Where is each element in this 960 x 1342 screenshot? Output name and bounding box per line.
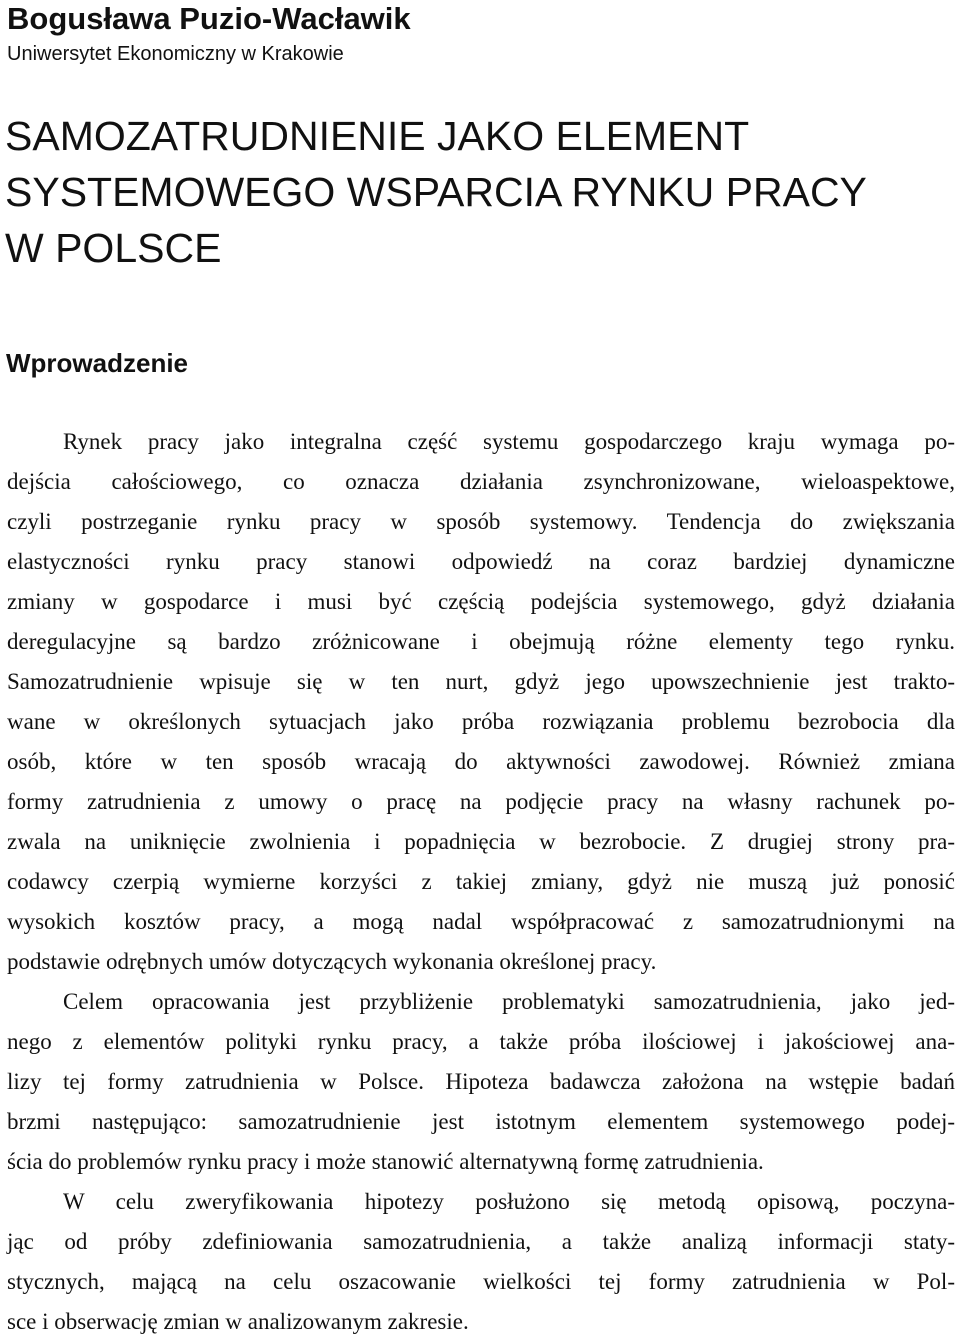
text-line: Samozatrudnienie wpisuje się w ten nurt, gdyż jego upowszechnienie jest trakto-	[7, 669, 955, 694]
text-line: codawcy czerpią wymierne korzyści z takiej zmiany, gdyż nie muszą już ponosić	[7, 869, 955, 894]
text-line: zwala na uniknięcie zwolnienia i popadnięcia w bezrobocie. Z drugiej strony pra-	[7, 829, 955, 854]
text-line: zmiany w gospodarce i musi być częścią podejścia systemowego, gdyż działania	[7, 589, 955, 614]
text-line: elastyczności rynku pracy stanowi odpowiedź na coraz bardziej dynamiczne	[7, 549, 955, 574]
text-line: lizy tej formy zatrudnienia w Polsce. Hipoteza badawcza założona na wstępie badań	[7, 1069, 955, 1094]
text-line: Celem opracowania jest przybliżenie problematyki samozatrudnienia, jako jed-	[63, 989, 955, 1014]
text-line: nego z elementów polityki rynku pracy, a także próba ilościowej i jakościowej ana-	[7, 1029, 955, 1054]
text-line: dejścia całościowego, co oznacza działania zsynchronizowane, wieloaspektowe,	[7, 469, 955, 494]
text-line: Rynek pracy jako integralna część systemu gospodarczego kraju wymaga po-	[63, 429, 955, 454]
article-title	[5, 108, 867, 276]
text-line: jąc od próby zdefiniowania samozatrudnienia, a także analizą informacji staty-	[7, 1229, 955, 1254]
text-line: brzmi następująco: samozatrudnienie jest istotnym elementem systemowego podej-	[7, 1109, 955, 1134]
article-title-line: W POLSCE	[5, 225, 222, 271]
text-line: wysokich kosztów pracy, a mogą nadal współpracować z samozatrudnionymi na	[7, 909, 955, 934]
text-line: formy zatrudnienia z umowy o pracę na podjęcie pracy na własny rachunek po-	[7, 789, 955, 814]
body-text	[7, 422, 955, 1342]
text-line: W celu zweryfikowania hipotezy posłużono się metodą opisową, poczyna-	[63, 1189, 955, 1214]
text-line: osób, które w ten sposób wracają do aktywności zawodowej. Również zmiana	[7, 749, 955, 774]
author-name: Bogusława Puzio-Wacławik	[7, 1, 411, 36]
text-line: stycznych, mającą na celu oszacowanie wielkości tej formy zatrudnienia w Pol-	[7, 1269, 955, 1294]
text-line: podstawie odrębnych umów dotyczących wykonania określonej pracy.	[7, 949, 657, 974]
article-title-line: SYSTEMOWEGO WSPARCIA RYNKU PRACY	[5, 169, 867, 215]
text-line: sce i obserwację zmian w analizowanym zakresie.	[7, 1309, 469, 1334]
text-line: wane w określonych sytuacjach jako próba rozwiązania problemu bezrobocia dla	[7, 709, 955, 734]
author-affiliation: Uniwersytet Ekonomiczny w Krakowie	[7, 43, 344, 65]
text-line: czyli postrzeganie rynku pracy w sposób systemowy. Tendencja do zwiększania	[7, 509, 955, 534]
text-line: ścia do problemów rynku pracy i może stanowić alternatywną formę zatrudnienia.	[7, 1149, 764, 1174]
text-line: deregulacyjne są bardzo zróżnicowane i obejmują różne elementy tego rynku.	[7, 629, 955, 654]
article-title-line: SAMOZATRUDNIENIE JAKO ELEMENT	[5, 113, 750, 159]
section-heading: Wprowadzenie	[6, 348, 189, 378]
